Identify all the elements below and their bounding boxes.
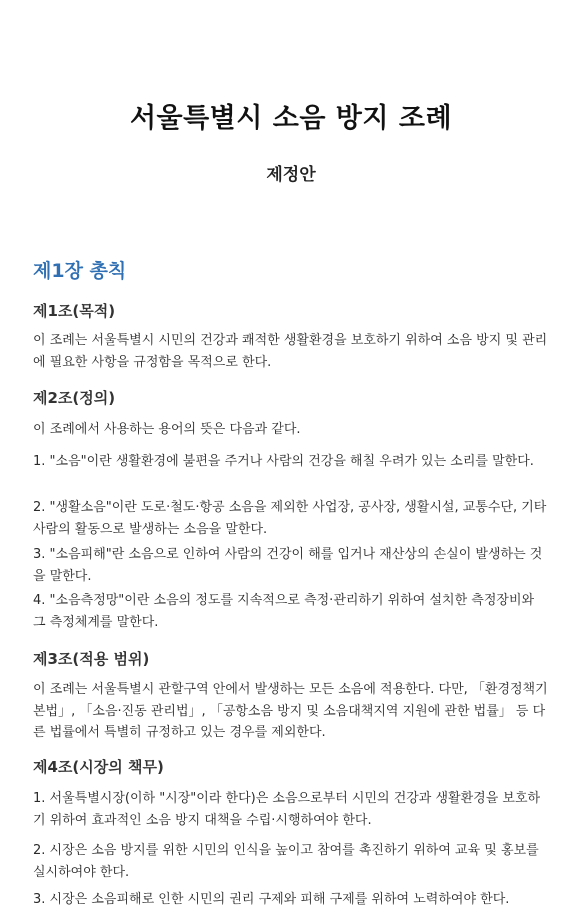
article-2-item-3: 3. "소음피해"란 소음으로 인하여 사람의 건강이 해를 입거나 재산상의 손실이 발생하는 것을 말한다.: [33, 547, 543, 584]
document-subtitle: 제정안: [266, 165, 316, 185]
article-4-item-3: 3. 시장은 소음피해로 인한 시민의 권리 구제와 피해 구제를 위하여 노력하여야 한다.: [33, 892, 510, 907]
article-2-item-1: 1. "소음"이란 생활환경에 불편을 주거나 사람의 건강을 해칠 우려가 있는 소리를 말한다.: [33, 454, 534, 469]
article-4-heading: 제4조(시장의 책무): [33, 758, 164, 776]
article-2-item-2: 2. "생활소음"이란 도로·철도·항공 소음을 제외한 사업장, 공사장, 생활시설, 교통수단, 기타 사람의 활동으로 발생하는 소음을 말한다.: [33, 500, 547, 537]
document-title: 서울특별시 소음 방지 조례: [129, 103, 453, 134]
article-2-intro: 이 조례에서 사용하는 용어의 뜻은 다음과 같다.: [33, 422, 301, 437]
article-1-heading: 제1조(목적): [33, 302, 116, 320]
article-1-text: 이 조례는 서울특별시 시민의 건강과 쾌적한 생활환경을 보호하기 위하여 소음 방지 및 관리에 필요한 사항을 규정함을 목적으로 한다.: [33, 333, 548, 370]
article-3-text: 이 조례는 서울특별시 관할구역 안에서 발생하는 모든 소음에 적용한다. 다만, 「환경정책기본법」, 「소음·진동 관리법」, 「공항소음 방지 및 소음대책지역 지원에 관한 법률」 등 다른 법률에서 특별히 규정하고 있는 경우를 제외한다.: [33, 682, 548, 740]
article-2-heading: 제2조(정의): [33, 389, 116, 407]
chapter-heading: 제1장 총칙: [33, 260, 127, 282]
article-4-item-2: 2. 시장은 소음 방지를 위한 시민의 인식을 높이고 참여를 촉진하기 위하여 교육 및 홍보를 실시하여야 한다.: [33, 843, 539, 880]
article-3-heading: 제3조(적용 범위): [33, 650, 150, 668]
article-2-item-4: 4. "소음측정망"이란 소음의 정도를 지속적으로 측정·관리하기 위하여 설치한 측정장비와 그 측정체계를 말한다.: [33, 593, 535, 630]
article-4-item-1: 1. 서울특별시장(이하 "시장"이라 한다)은 소음으로부터 시민의 건강과 생활환경을 보호하기 위하여 효과적인 소음 방지 대책을 수립·시행하여야 한다.: [33, 791, 541, 828]
